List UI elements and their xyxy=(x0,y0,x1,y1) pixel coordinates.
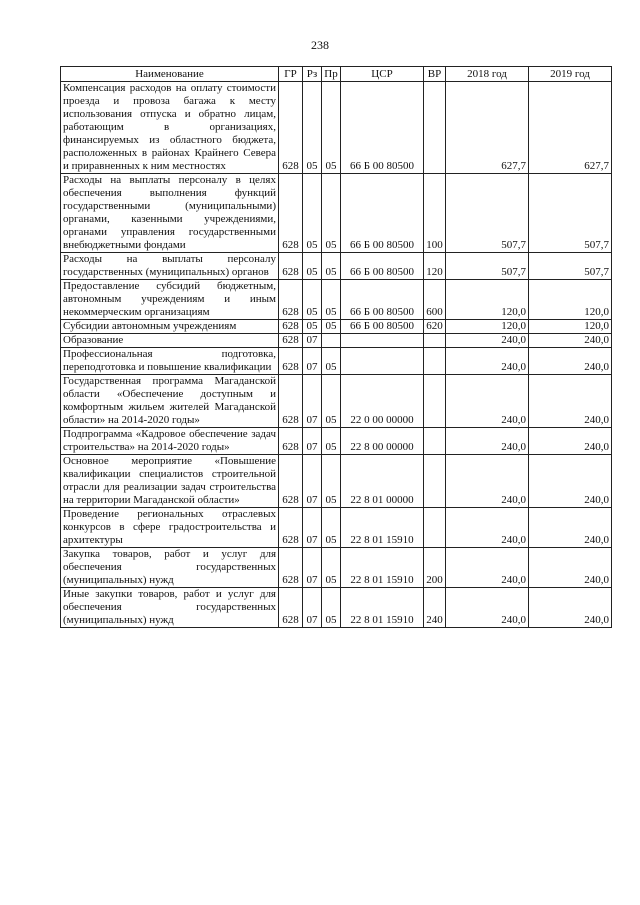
cell-rz: 07 xyxy=(303,375,322,428)
cell-gr: 628 xyxy=(279,508,303,548)
cell-2018: 240,0 xyxy=(446,334,529,348)
cell-vr xyxy=(424,508,446,548)
cell-rz: 05 xyxy=(303,82,322,174)
cell-name: Расходы на выплаты персоналу государственных (муниципальных) органов xyxy=(61,253,279,280)
cell-name: Иные закупки товаров, работ и услуг для обеспечения государственных (муниципальных) нужд xyxy=(61,588,279,628)
table-row xyxy=(61,588,612,628)
cell-pr xyxy=(322,334,341,348)
cell-gr: 628 xyxy=(279,588,303,628)
cell-name: Проведение региональных отраслевых конкурсов в сфере градостроительства и архитектуры xyxy=(61,508,279,548)
cell-rz: 07 xyxy=(303,548,322,588)
cell-csr xyxy=(341,334,424,348)
cell-csr: 66 Б 00 80500 xyxy=(341,280,424,320)
cell-2018: 240,0 xyxy=(446,348,529,375)
cell-2019: 240,0 xyxy=(529,348,612,375)
cell-rz: 07 xyxy=(303,588,322,628)
cell-2019: 240,0 xyxy=(529,548,612,588)
table-header-row xyxy=(61,67,612,82)
cell-vr xyxy=(424,348,446,375)
cell-2019: 240,0 xyxy=(529,375,612,428)
cell-csr: 22 8 01 15910 xyxy=(341,508,424,548)
cell-gr: 628 xyxy=(279,334,303,348)
cell-2019: 507,7 xyxy=(529,253,612,280)
cell-rz: 07 xyxy=(303,334,322,348)
cell-rz: 05 xyxy=(303,253,322,280)
cell-2019: 120,0 xyxy=(529,320,612,334)
cell-rz: 05 xyxy=(303,174,322,253)
cell-csr: 22 8 01 15910 xyxy=(341,548,424,588)
cell-2018: 240,0 xyxy=(446,375,529,428)
cell-csr: 22 8 01 15910 xyxy=(341,588,424,628)
cell-vr: 100 xyxy=(424,174,446,253)
table-row xyxy=(61,320,612,334)
table-row xyxy=(61,334,612,348)
cell-vr xyxy=(424,82,446,174)
cell-2019: 240,0 xyxy=(529,428,612,455)
cell-rz: 07 xyxy=(303,508,322,548)
cell-pr: 05 xyxy=(322,588,341,628)
table-row xyxy=(61,253,612,280)
cell-vr: 600 xyxy=(424,280,446,320)
cell-pr: 05 xyxy=(322,375,341,428)
column-header-vr: ВР xyxy=(424,67,446,82)
cell-csr: 66 Б 00 80500 xyxy=(341,253,424,280)
column-header-csr: ЦСР xyxy=(341,67,424,82)
cell-rz: 07 xyxy=(303,428,322,455)
cell-pr: 05 xyxy=(322,348,341,375)
cell-gr: 628 xyxy=(279,548,303,588)
column-header-gr: ГР xyxy=(279,67,303,82)
cell-rz: 05 xyxy=(303,320,322,334)
cell-2019: 240,0 xyxy=(529,508,612,548)
cell-vr: 240 xyxy=(424,588,446,628)
cell-vr: 620 xyxy=(424,320,446,334)
cell-2018: 240,0 xyxy=(446,508,529,548)
cell-gr: 628 xyxy=(279,174,303,253)
cell-csr: 66 Б 00 80500 xyxy=(341,320,424,334)
cell-name: Предоставление субсидий бюджетным, автономным учреждениям и иным некоммерческим организациям xyxy=(61,280,279,320)
table-row xyxy=(61,455,612,508)
cell-2019: 507,7 xyxy=(529,174,612,253)
cell-gr: 628 xyxy=(279,253,303,280)
cell-gr: 628 xyxy=(279,280,303,320)
table-row xyxy=(61,375,612,428)
cell-name: Закупка товаров, работ и услуг для обеспечения государственных (муниципальных) нужд xyxy=(61,548,279,588)
cell-gr: 628 xyxy=(279,428,303,455)
cell-gr: 628 xyxy=(279,375,303,428)
cell-gr: 628 xyxy=(279,82,303,174)
cell-name: Профессиональная подготовка, переподготовка и повышение квалификации xyxy=(61,348,279,375)
cell-2019: 627,7 xyxy=(529,82,612,174)
column-header-2019: 2019 год xyxy=(529,67,612,82)
cell-gr: 628 xyxy=(279,320,303,334)
cell-2018: 240,0 xyxy=(446,588,529,628)
cell-csr: 66 Б 00 80500 xyxy=(341,82,424,174)
cell-pr: 05 xyxy=(322,280,341,320)
column-header-name: Наименование xyxy=(61,67,279,82)
cell-pr: 05 xyxy=(322,320,341,334)
cell-pr: 05 xyxy=(322,455,341,508)
table-row xyxy=(61,428,612,455)
column-header-pr: Пр xyxy=(322,67,341,82)
cell-2019: 240,0 xyxy=(529,588,612,628)
cell-vr xyxy=(424,455,446,508)
cell-rz: 07 xyxy=(303,348,322,375)
column-header-2018: 2018 год xyxy=(446,67,529,82)
cell-pr: 05 xyxy=(322,508,341,548)
cell-csr: 22 8 01 00000 xyxy=(341,455,424,508)
cell-vr xyxy=(424,375,446,428)
cell-csr xyxy=(341,348,424,375)
cell-name: Расходы на выплаты персоналу в целях обеспечения выполнения функций государственными (муниципальными) органами, казенными учреждениями, органами управления государственными внебюджетными фондами xyxy=(61,174,279,253)
cell-2018: 120,0 xyxy=(446,280,529,320)
cell-vr xyxy=(424,334,446,348)
cell-name: Компенсация расходов на оплату стоимости проезда и провоза багажа к месту использования отпуска и обратно лицам, работающим в организациях, финансируемых из областного бюджета, расположенных в районах Крайнего Севера и приравненных к ним местностях xyxy=(61,82,279,174)
cell-2019: 240,0 xyxy=(529,455,612,508)
table-row xyxy=(61,548,612,588)
cell-2018: 507,7 xyxy=(446,174,529,253)
cell-pr: 05 xyxy=(322,428,341,455)
table-row xyxy=(61,174,612,253)
table-row xyxy=(61,348,612,375)
cell-2018: 240,0 xyxy=(446,548,529,588)
cell-csr: 66 Б 00 80500 xyxy=(341,174,424,253)
cell-name: Государственная программа Магаданской области «Обеспечение доступным и комфортным жильем жителей Магаданской области» на 2014-2020 годы» xyxy=(61,375,279,428)
cell-vr: 200 xyxy=(424,548,446,588)
table-row xyxy=(61,508,612,548)
cell-csr: 22 8 00 00000 xyxy=(341,428,424,455)
cell-vr xyxy=(424,428,446,455)
cell-name: Образование xyxy=(61,334,279,348)
cell-vr: 120 xyxy=(424,253,446,280)
cell-pr: 05 xyxy=(322,82,341,174)
cell-2018: 120,0 xyxy=(446,320,529,334)
cell-2018: 627,7 xyxy=(446,82,529,174)
cell-2018: 240,0 xyxy=(446,455,529,508)
cell-gr: 628 xyxy=(279,455,303,508)
cell-gr: 628 xyxy=(279,348,303,375)
cell-pr: 05 xyxy=(322,253,341,280)
cell-2019: 120,0 xyxy=(529,280,612,320)
cell-rz: 07 xyxy=(303,455,322,508)
cell-csr: 22 0 00 00000 xyxy=(341,375,424,428)
cell-pr: 05 xyxy=(322,174,341,253)
cell-name: Основное мероприятие «Повышение квалификации специалистов строительной отрасли для реализации задач строительства на территории Магаданской области» xyxy=(61,455,279,508)
cell-pr: 05 xyxy=(322,548,341,588)
table-row xyxy=(61,280,612,320)
column-header-rz: Рз xyxy=(303,67,322,82)
cell-2018: 240,0 xyxy=(446,428,529,455)
budget-table xyxy=(60,66,612,628)
cell-name: Подпрограмма «Кадровое обеспечение задач строительства» на 2014-2020 годы» xyxy=(61,428,279,455)
cell-rz: 05 xyxy=(303,280,322,320)
table-row xyxy=(61,82,612,174)
cell-name: Субсидии автономным учреждениям xyxy=(61,320,279,334)
cell-2019: 240,0 xyxy=(529,334,612,348)
page-number: 238 xyxy=(311,38,329,52)
cell-2018: 507,7 xyxy=(446,253,529,280)
